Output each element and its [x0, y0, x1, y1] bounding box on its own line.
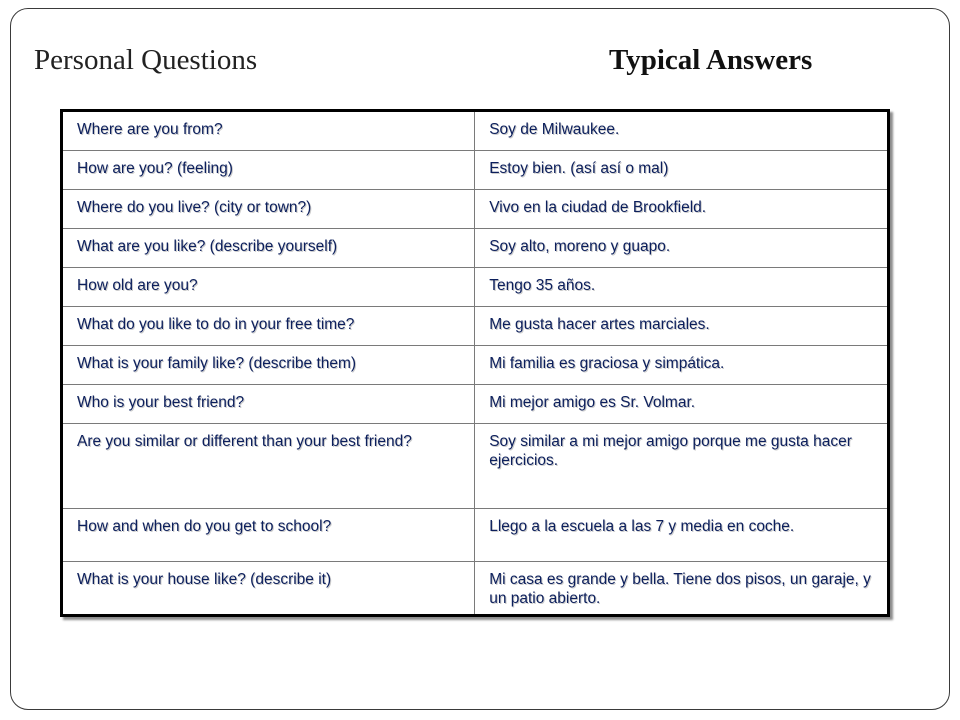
question-cell: Where do you live? (city or town?)	[62, 190, 475, 229]
table-row	[62, 151, 889, 190]
answer-cell: Soy similar a mi mejor amigo porque me gusta hacer ejercicios.	[475, 424, 889, 509]
table-row	[62, 111, 889, 151]
answer-cell: Mi mejor amigo es Sr. Volmar.	[475, 385, 889, 424]
table-row	[62, 385, 889, 424]
question-cell: What is your family like? (describe them)	[62, 346, 475, 385]
question-cell: What do you like to do in your free time?	[62, 307, 475, 346]
answer-cell: Soy alto, moreno y guapo.	[475, 229, 889, 268]
table-row	[62, 268, 889, 307]
answer-cell: Tengo 35 años.	[475, 268, 889, 307]
question-cell: How old are you?	[62, 268, 475, 307]
question-cell: How are you? (feeling)	[62, 151, 475, 190]
answer-cell: Mi familia es graciosa y simpática.	[475, 346, 889, 385]
question-cell: What are you like? (describe yourself)	[62, 229, 475, 268]
answer-cell: Vivo en la ciudad de Brookfield.	[475, 190, 889, 229]
answer-cell: Mi casa es grande y bella. Tiene dos pisos, un garaje, y un patio abierto.	[475, 562, 889, 616]
answer-cell: Me gusta hacer artes marciales.	[475, 307, 889, 346]
table-row	[62, 229, 889, 268]
qa-table	[60, 109, 890, 617]
table-row	[62, 562, 889, 616]
question-cell: How and when do you get to school?	[62, 509, 475, 562]
question-cell: What is your house like? (describe it)	[62, 562, 475, 616]
table-row	[62, 424, 889, 509]
question-cell: Are you similar or different than your best friend?	[62, 424, 475, 509]
answer-cell: Estoy bien. (así así o mal)	[475, 151, 889, 190]
answer-cell: Soy de Milwaukee.	[475, 111, 889, 151]
table-row	[62, 346, 889, 385]
table-row	[62, 190, 889, 229]
answer-cell: Llego a la escuela a las 7 y media en coche.	[475, 509, 889, 562]
heading-personal-questions: Personal Questions	[34, 44, 258, 76]
heading-typical-answers: Typical Answers	[609, 44, 813, 76]
question-cell: Where are you from?	[62, 111, 475, 151]
table-row	[62, 307, 889, 346]
table-row	[62, 509, 889, 562]
question-cell: Who is your best friend?	[62, 385, 475, 424]
